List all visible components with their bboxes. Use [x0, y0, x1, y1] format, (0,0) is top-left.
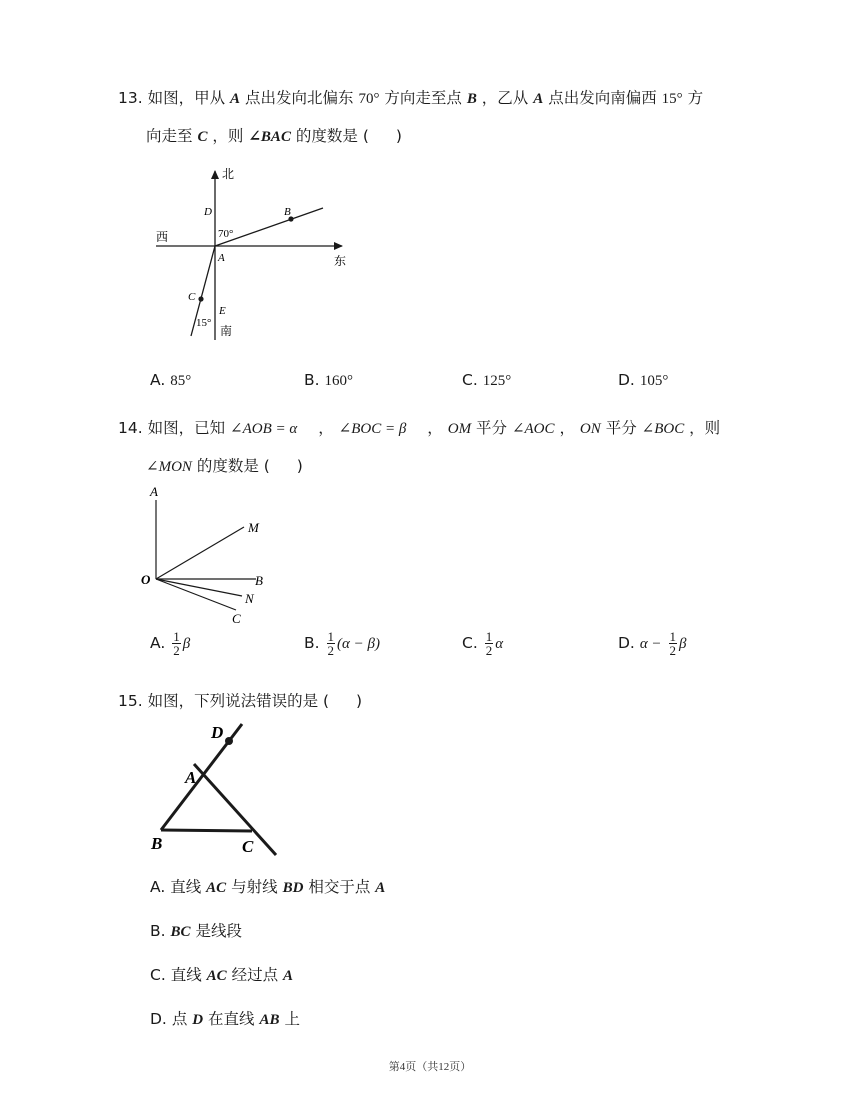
q13-text: ，乙从: [481, 89, 529, 107]
q13-text: 点出发向北偏东: [245, 89, 354, 107]
segment-bc: [161, 830, 252, 831]
label-e: E: [219, 305, 226, 317]
label-west: 西: [156, 230, 169, 244]
q14-line2: [146, 454, 303, 476]
label-north: 北: [222, 167, 235, 181]
option-text: 相交于点: [308, 878, 371, 896]
q13-line1: [118, 86, 703, 108]
option-letter: D.: [618, 634, 635, 652]
ray-om: [156, 527, 244, 579]
option-text: 直线: [170, 878, 202, 896]
label-a: A: [185, 768, 197, 787]
q14-text: ): [296, 457, 303, 475]
label-b: B: [284, 206, 291, 218]
q13-text: ，则: [212, 127, 244, 145]
label-d: D: [204, 206, 212, 218]
option-letter: B.: [150, 922, 166, 940]
q14-math: OM: [447, 421, 472, 437]
q14-math: ∠BOC = β: [338, 421, 407, 437]
option-text: 与射线: [231, 878, 278, 896]
option-letter: A.: [150, 634, 166, 652]
q14-math: ∠MON: [146, 459, 192, 475]
q14-text: ，则: [689, 419, 721, 437]
option-value: 160°: [324, 373, 353, 389]
option-text: 是线段: [195, 922, 242, 940]
q14-text: 如图，已知: [147, 419, 226, 437]
ray-on: [156, 579, 242, 596]
q13-var: A: [533, 91, 544, 107]
option-math: D: [192, 1012, 204, 1028]
option-math: α: [495, 636, 504, 652]
q13-option-d[interactable]: [618, 371, 668, 390]
label-n: N: [245, 591, 254, 606]
option-math: A: [283, 968, 294, 984]
option-math: A: [375, 880, 386, 896]
q14-angle-figure: [138, 484, 298, 624]
q13-compass-figure: [150, 165, 350, 345]
option-text: 在直线: [208, 1010, 255, 1028]
q15-option-c[interactable]: [150, 963, 293, 985]
q14-option-d[interactable]: [618, 630, 686, 657]
q15-option-d[interactable]: [150, 1007, 300, 1029]
q14-math: ∠AOB = α: [230, 421, 298, 437]
label-m: M: [248, 520, 259, 535]
q14-option-b[interactable]: [304, 630, 380, 657]
q14-line1: [118, 416, 720, 438]
option-math: AC: [206, 880, 227, 896]
q13-text: 方向走至点: [384, 89, 462, 107]
label-70: 70°: [218, 228, 234, 240]
option-math: BC: [170, 924, 191, 940]
label-o: O: [141, 572, 151, 587]
option-letter: C.: [462, 371, 478, 389]
q13-degree: 15°: [661, 91, 683, 107]
q13-var: B: [466, 91, 477, 107]
q13-option-a[interactable]: [150, 371, 191, 390]
label-c: C: [232, 611, 241, 626]
question-number: 14.: [118, 419, 143, 437]
option-text: 点: [171, 1010, 188, 1028]
option-value: 105°: [639, 373, 669, 389]
label-b: B: [151, 834, 163, 853]
denominator: 2: [669, 643, 676, 658]
option-text: 上: [284, 1010, 300, 1028]
numerator: 1: [485, 629, 493, 644]
option-math: AB: [259, 1012, 280, 1028]
q14-text: 的度数是 (: [196, 457, 270, 475]
q13-degree: 70°: [358, 91, 380, 107]
q14-text: 平分: [476, 419, 508, 437]
q13-text: 的度数是 (: [295, 127, 369, 145]
option-value: 125°: [482, 373, 512, 389]
q13-line2: [146, 124, 402, 146]
q15-triangle-figure: [148, 718, 308, 858]
option-letter: D.: [618, 371, 635, 389]
q15-option-b[interactable]: [150, 919, 242, 941]
label-a: A: [150, 484, 158, 499]
denominator: 2: [173, 643, 180, 658]
q14-text: ，: [427, 419, 443, 437]
numerator: 1: [327, 629, 334, 644]
q13-var: A: [230, 91, 241, 107]
q13-angle: ∠BAC: [248, 129, 291, 145]
fraction: [327, 630, 336, 657]
option-math: α −: [639, 636, 662, 652]
q14-math: ∠AOC: [511, 421, 555, 437]
q15-text: ): [356, 692, 363, 710]
label-c: C: [188, 291, 196, 303]
label-a: A: [218, 252, 225, 264]
numerator: 1: [173, 629, 180, 644]
label-b: B: [255, 573, 263, 588]
option-text: 直线: [170, 966, 202, 984]
q14-option-c[interactable]: [462, 630, 503, 657]
q13-var: C: [197, 129, 208, 145]
ray-oc: [156, 579, 236, 610]
q13-text: 如图，甲从: [147, 89, 226, 107]
q15-text: 如图，下列说法错误的是 (: [147, 692, 330, 710]
fraction: [669, 630, 678, 657]
denominator: 2: [327, 643, 334, 658]
label-c: C: [242, 837, 254, 856]
numerator: 1: [669, 629, 676, 644]
option-letter: B.: [304, 634, 320, 652]
q13-option-c[interactable]: [462, 371, 511, 390]
point-c: [198, 296, 203, 301]
label-15: 15°: [196, 317, 212, 329]
label-d: D: [211, 723, 224, 742]
option-text: 经过点: [231, 966, 279, 984]
denominator: 2: [485, 643, 493, 658]
label-east: 东: [334, 254, 347, 268]
q15-option-a[interactable]: [150, 875, 385, 897]
option-letter: C.: [150, 966, 166, 984]
q14-option-a[interactable]: [150, 630, 190, 657]
q14-math: ∠BOC: [641, 421, 685, 437]
option-letter: B.: [304, 371, 320, 389]
q13-option-b[interactable]: [304, 371, 353, 390]
q14-text: ，: [559, 419, 575, 437]
fraction: [172, 630, 181, 657]
option-math: β: [182, 636, 191, 652]
option-math: β: [679, 636, 687, 652]
option-math: BD: [282, 880, 304, 896]
q14-text: 平分: [605, 419, 637, 437]
q13-text: 点出发向南偏西: [548, 89, 657, 107]
option-math: (α − β): [337, 636, 380, 652]
option-letter: C.: [462, 634, 478, 652]
fraction: [485, 630, 494, 657]
question-number: 15.: [118, 692, 143, 710]
option-letter: A.: [150, 371, 166, 389]
q14-text: ，: [318, 419, 334, 437]
ray-ab: [215, 208, 323, 246]
q13-text: 向走至: [146, 127, 193, 145]
label-south: 南: [220, 324, 233, 338]
question-number: 13.: [118, 89, 143, 107]
q13-text: ): [395, 127, 402, 145]
q14-math: ON: [579, 421, 601, 437]
option-letter: A.: [150, 878, 166, 896]
option-letter: D.: [150, 1010, 167, 1028]
q13-text: 方: [687, 89, 704, 107]
page-footer: 第4页（共12页）: [388, 1061, 472, 1073]
q15-line1: [118, 689, 362, 711]
point-d: [225, 737, 233, 745]
option-value: 85°: [170, 373, 192, 389]
option-math: AC: [206, 968, 227, 984]
